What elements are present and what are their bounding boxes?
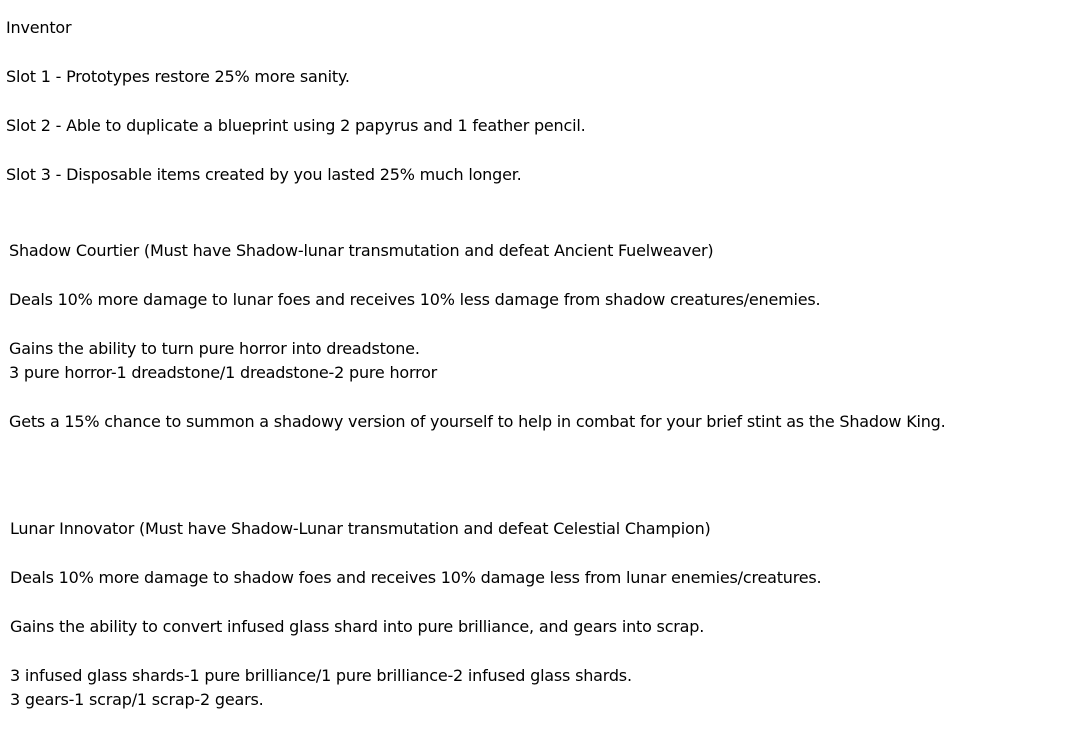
shadow-courtier-damage: Deals 10% more damage to lunar foes and receives 10% less damage from shadow creatures/enemies. — [9, 290, 821, 309]
lunar-innovator-heading: Lunar Innovator (Must have Shadow-Lunar transmutation and defeat Celestial Champion) — [10, 519, 711, 538]
inventor-slot-1: Slot 1 - Prototypes restore 25% more sanity. — [6, 67, 350, 86]
inventor-slot-2: Slot 2 - Able to duplicate a blueprint using 2 papyrus and 1 feather pencil. — [6, 116, 586, 135]
lunar-innovator-recipe-gears: 3 gears-1 scrap/1 scrap-2 gears. — [10, 690, 264, 709]
inventor-slot-3: Slot 3 - Disposable items created by you lasted 25% much longer. — [6, 165, 522, 184]
lunar-innovator-ability: Gains the ability to convert infused glass shard into pure brilliance, and gears into scrap. — [10, 617, 705, 636]
section-title-inventor: Inventor — [6, 18, 72, 37]
lunar-innovator-recipe-glass: 3 infused glass shards-1 pure brilliance/1 pure brilliance-2 infused glass shards. — [10, 666, 632, 685]
shadow-courtier-heading: Shadow Courtier (Must have Shadow-lunar transmutation and defeat Ancient Fuelweaver) — [9, 241, 714, 260]
shadow-courtier-summon: Gets a 15% chance to summon a shadowy version of yourself to help in combat for your brief stint as the Shadow King. — [9, 412, 946, 431]
lunar-innovator-damage: Deals 10% more damage to shadow foes and receives 10% damage less from lunar enemies/creatures. — [10, 568, 822, 587]
shadow-courtier-recipe: 3 pure horror-1 dreadstone/1 dreadstone-2 pure horror — [9, 363, 438, 382]
shadow-courtier-ability: Gains the ability to turn pure horror into dreadstone. — [9, 339, 420, 358]
